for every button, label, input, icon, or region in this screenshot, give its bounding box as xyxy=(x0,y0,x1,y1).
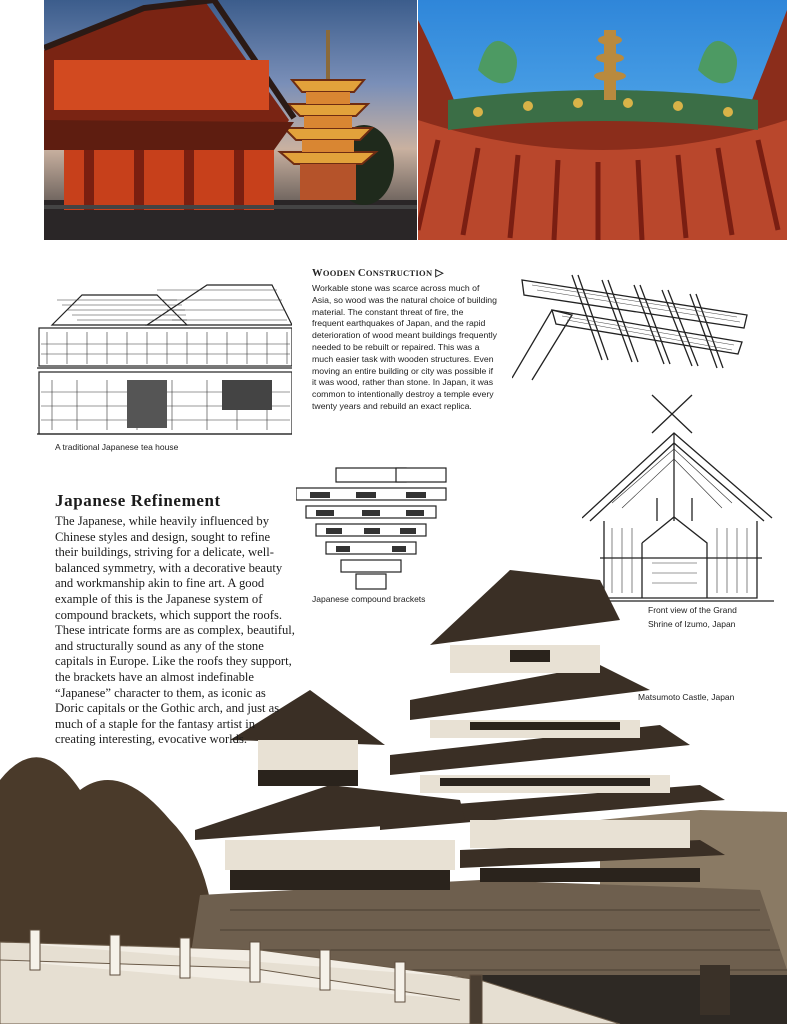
sidebar-body: Workable stone was scarce across much of Asia, so wood was the natural choice of building material. The constant threat of fire, the frequent earthquakes of Japan, and the rapid deterioration of wood meant buildings frequently needed to be rebuilt or repaired. This was a much easier task with wooden structures. Even moving an entire building or city was possible if it was wood, rather than stone. In Japan, it was common to intentionally destroy a temple every twenty years and rebuild an exact replica. xyxy=(312,283,497,411)
tea-house-illustration xyxy=(37,280,292,440)
temple-gate-photo xyxy=(44,0,417,240)
eave-beams-illustration xyxy=(512,270,752,382)
izumo-caption-line1: Front view of the Grand xyxy=(648,605,737,615)
tea-house-caption: A traditional Japanese tea house xyxy=(55,442,179,452)
section-title: Japanese Refinement xyxy=(55,491,221,510)
triangle-arrow-icon: ▷ xyxy=(435,268,444,279)
castle-caption: Matsumoto Castle, Japan xyxy=(638,692,735,702)
brackets-caption: Japanese compound brackets xyxy=(312,594,426,604)
sidebar-heading: WOODEN CONSTRUCTION ▷ xyxy=(312,268,444,279)
section-body: The Japanese, while heavily influenced by Chinese styles and design, sought to refine their buildings, striving for a delicate, well-balanced symmetry, with a decorative beauty and workmanship akin to fine art. A good example of this is the Japanese system of compound brackets, which support the roofs. These intricate forms are as complex, beautiful, and structurally sound as any of the stone capitals in Europe. Like the roofs they support, the brackets have an almost indefinable “Japanese” character to them, as iconic as Doric capitals or the Gothic arch, and just as much of a staple for the fantasy artist in creating interesting, evocative worlds. xyxy=(55,514,295,747)
izumo-caption-line2: Shrine of Izumo, Japan xyxy=(648,619,736,629)
dragon-roof-photo xyxy=(418,0,787,240)
